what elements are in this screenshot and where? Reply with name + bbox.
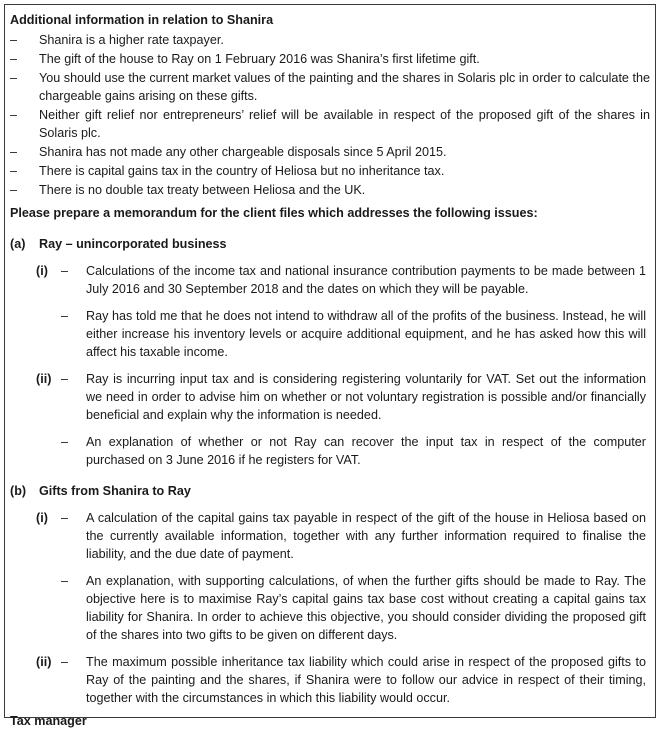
- task-a-ii-2: [10, 433, 650, 469]
- signoff: Tax manager: [10, 714, 87, 728]
- bullet-dash: –: [10, 164, 18, 178]
- task-b-ii-1: [10, 653, 650, 707]
- bullet-dash: –: [61, 372, 69, 386]
- info-item: [10, 50, 650, 68]
- part-a-title: Ray – unincorporated business: [39, 237, 227, 251]
- part-b-heading: [10, 482, 650, 500]
- section-heading: Additional information in relation to Shanira: [10, 13, 274, 27]
- info-item: [10, 143, 650, 161]
- part-b-label: (b): [10, 484, 27, 498]
- info-text: Shanira has not made any other chargeable disposals since 5 April 2015.: [39, 145, 447, 159]
- task-text: Ray has told me that he does not intend to withdraw all of the profits of the business. Instead, he will either increase his inventory levels or acquire additional equipment, and he has asked how this will affect his taxable income.: [86, 309, 646, 359]
- task-text: Calculations of the income tax and national insurance contribution payments to be made between 1 July 2016 and 30 September 2018 and the dates on which they will be payable.: [86, 264, 646, 296]
- memorandum-prompt: Please prepare a memorandum for the client files which addresses the following issues:: [10, 206, 538, 220]
- bullet-dash: –: [10, 108, 18, 122]
- document-content: [10, 11, 650, 730]
- info-item: [10, 181, 650, 199]
- task-b-i-1: [10, 509, 650, 563]
- info-item: [10, 31, 650, 49]
- info-item: [10, 162, 650, 180]
- task-number: (i): [36, 511, 48, 525]
- info-item: [10, 69, 650, 105]
- task-number: [10, 433, 61, 469]
- bullet-dash: –: [61, 264, 69, 278]
- bullet-dash: –: [10, 71, 18, 85]
- task-number: [10, 572, 61, 644]
- task-number: (ii): [36, 372, 52, 386]
- document-frame: [4, 4, 656, 728]
- task-text: An explanation, with supporting calculations, of when the further gifts should be made to Ray. The objective here is to maximise Ray’s capital gains tax base cost without creating a capital gains tax liability for Shanira. In order to achieve this objective, you should consider dividing the proposed gift of the shares into two gifts to be given on different days.: [86, 574, 646, 642]
- task-text: The maximum possible inheritance tax liability which could arise in respect of the proposed gifts to Ray of the painting and the shares, if Shanira were to follow our advice in respect of their timing, together with the circumstances in which this liability would occur.: [86, 655, 646, 705]
- info-text: You should use the current market values of the painting and the shares in Solaris plc in order to calculate the chargeable gains arising on these gifts.: [39, 71, 650, 103]
- info-text: There is capital gains tax in the country of Heliosa but no inheritance tax.: [39, 164, 445, 178]
- info-text: The gift of the house to Ray on 1 February 2016 was Shanira’s first lifetime gift.: [39, 52, 480, 66]
- bullet-dash: –: [61, 511, 69, 525]
- bullet-dash: –: [61, 655, 69, 669]
- info-text: There is no double tax treaty between Heliosa and the UK.: [39, 183, 366, 197]
- info-list: [10, 31, 650, 199]
- info-text: Shanira is a higher rate taxpayer.: [39, 33, 224, 47]
- task-a-i-1: [10, 262, 650, 298]
- task-a-ii-1: [10, 370, 650, 424]
- bullet-dash: –: [10, 183, 18, 197]
- task-number: [10, 307, 61, 361]
- part-a-label: (a): [10, 237, 26, 251]
- bullet-dash: –: [10, 52, 18, 66]
- info-item: [10, 106, 650, 142]
- part-a-heading: [10, 235, 650, 253]
- task-number: (ii): [36, 655, 52, 669]
- bullet-dash: –: [61, 309, 69, 323]
- task-b-i-2: [10, 572, 650, 644]
- task-text: A calculation of the capital gains tax payable in respect of the gift of the house in Heliosa based on the currently available information, together with any further information required to finalise the liability, and the due date of payment.: [86, 511, 646, 561]
- task-text: Ray is incurring input tax and is considering registering voluntarily for VAT. Set out the information we need in order to advise him on whether or not voluntary registration is possible and/or financially beneficial and explain why the information is needed.: [86, 372, 646, 422]
- bullet-dash: –: [61, 435, 69, 449]
- task-text: An explanation of whether or not Ray can recover the input tax in respect of the computer purchased on 3 June 2016 if he registers for VAT.: [86, 435, 646, 467]
- bullet-dash: –: [61, 574, 69, 588]
- task-number: (i): [36, 264, 48, 278]
- part-b-title: Gifts from Shanira to Ray: [39, 484, 191, 498]
- bullet-dash: –: [10, 33, 18, 47]
- bullet-dash: –: [10, 145, 18, 159]
- info-text: Neither gift relief nor entrepreneurs’ relief will be available in respect of the proposed gift of the shares in Solaris plc.: [39, 108, 650, 140]
- task-a-i-2: [10, 307, 650, 361]
